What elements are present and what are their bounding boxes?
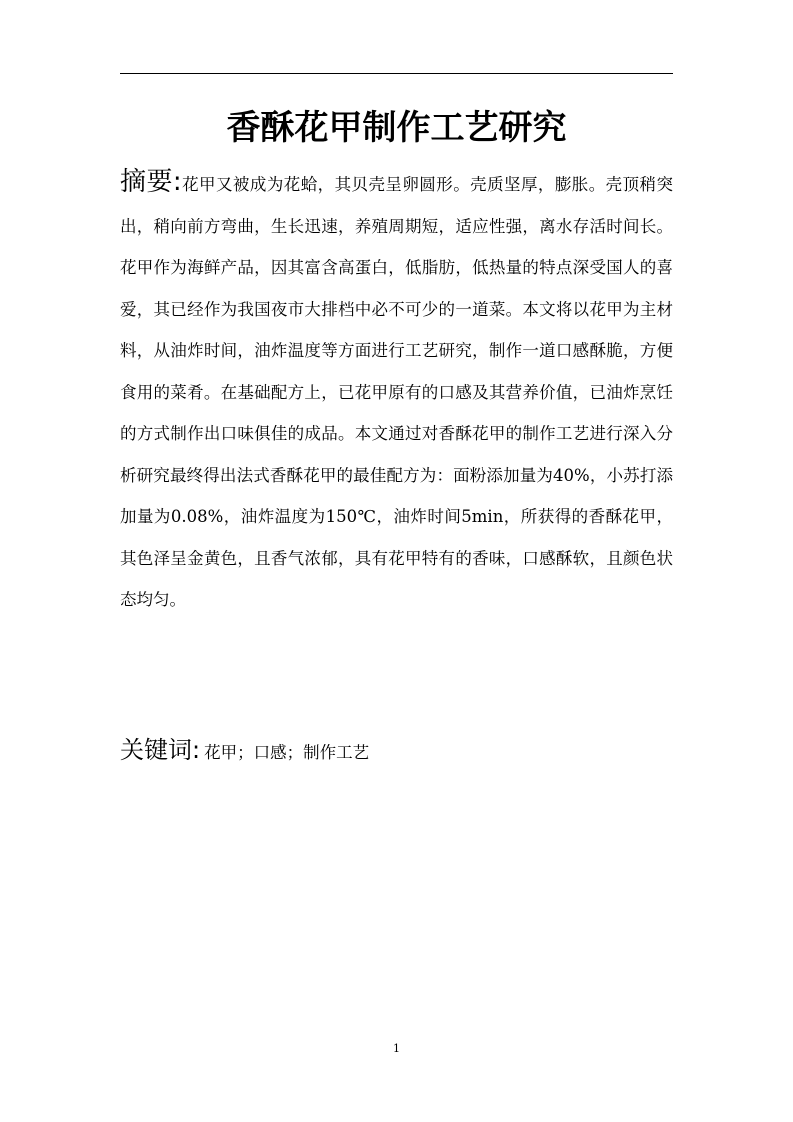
- abstract-paragraph: [120, 162, 673, 621]
- keywords-label: 关键词:: [120, 736, 201, 764]
- document-title: 香酥花甲制作工艺研究: [226, 108, 567, 148]
- header-rule: [120, 73, 673, 74]
- abstract-label: 摘要:: [120, 167, 182, 197]
- abstract-text: 花甲又被成为花蛤，其贝壳呈卵圆形。壳质坚厚，膨胀。壳顶稍突出，稍向前方弯曲，生长迅速，养殖周期短，适应性强，离水存活时间长。花甲作为海鲜产品，因其富含高蛋白，低脂肪，低热量的特点深受国人的喜爱，其已经作为我国夜市大排档中必不可少的一道菜。本文将以花甲为主材料，从油炸时间，油炸温度等方面进行工艺研究，制作一道口感酥脆，方便食用的菜肴。在基础配方上，已花甲原有的口感及其营养价值，已油炸烹饪的方式制作出口味俱佳的成品。本文通过对香酥花甲的制作工艺进行深入分析研究最终得出法式香酥花甲的最佳配方为：面粉添加量为40%，小苏打添加量为0.08%，油炸温度为150℃，油炸时间5min，所获得的香酥花甲，其色泽呈金黄色，且香气浓郁，具有花甲特有的香味，口感酥软，且颜色状态均匀。: [120, 175, 674, 609]
- keywords-line: [120, 728, 673, 775]
- page-number: 1: [393, 1042, 400, 1055]
- keywords-text: 花甲；口感；制作工艺: [204, 743, 370, 762]
